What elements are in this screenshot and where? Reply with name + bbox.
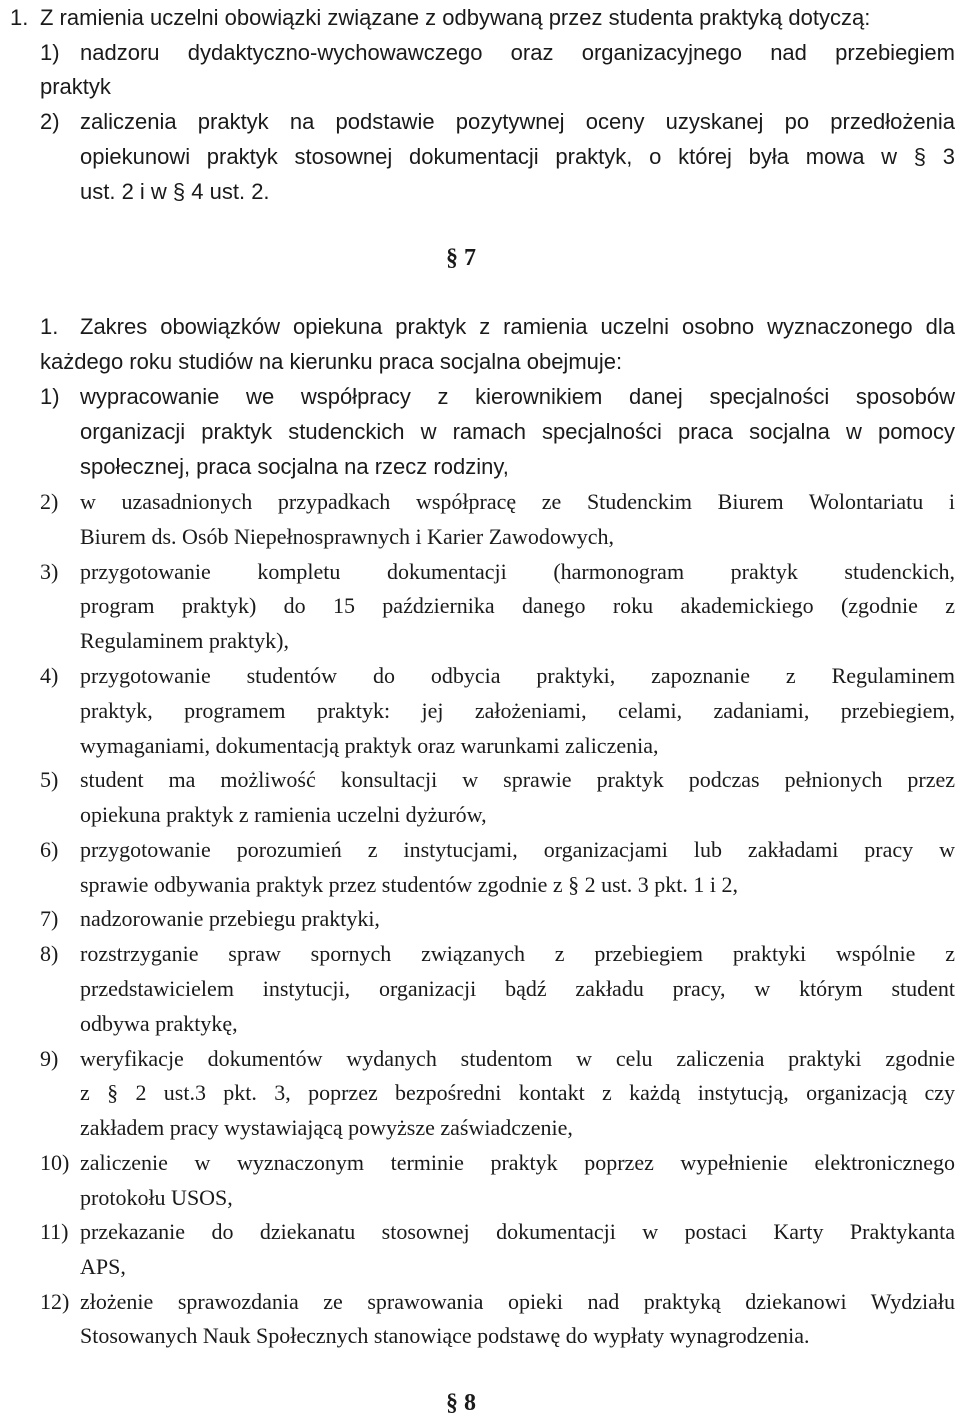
point-number: 10) — [40, 1150, 70, 1175]
point-line: wypracowanie we współpracy z kierownikiem danej specjalności sposobów — [80, 384, 955, 409]
point-line: przygotowanie studentów do odbycia praktyki, zapoznanie z Regulaminem — [80, 663, 955, 688]
point-number: 11) — [40, 1219, 69, 1244]
section-7-item-number: 1. — [40, 314, 59, 339]
point-line: Stosowanych Nauk Społecznych stanowiące podstawę do wypłaty wynagrodzenia. — [80, 1323, 810, 1348]
point-line: opiekuna praktyk z ramienia uczelni dyżurów, — [80, 802, 487, 827]
point-line: organizacji praktyk studenckich w ramach specjalności praca socjalna w pomocy — [80, 419, 955, 444]
point-line: społecznej, praca socjalna na rzecz rodziny, — [80, 454, 509, 479]
point-line: w uzasadnionych przypadkach współpracę ze Studenckim Biurem Wolontariatu i — [80, 489, 955, 514]
intro-item-number: 1. — [10, 5, 29, 30]
point-number: 12) — [40, 1289, 70, 1314]
section-8-heading: § 8 — [446, 1390, 476, 1416]
point-line: student ma możliwość konsultacji w sprawie praktyk podczas pełnionych przez — [80, 767, 955, 792]
point-number: 5) — [40, 767, 59, 792]
section-7-heading: § 7 — [446, 245, 476, 271]
section-7-intro-line: Zakres obowiązków opiekuna praktyk z ramienia uczelni osobno wyznaczonego dla — [80, 314, 955, 339]
intro-subitem-number: 1) — [40, 40, 60, 65]
point-line: nadzorowanie przebiegu praktyki, — [80, 906, 380, 931]
point-line: rozstrzyganie spraw spornych związanych z przebiegiem praktyki wspólnie z — [80, 941, 955, 966]
intro-subitem-line: zaliczenia praktyk na podstawie pozytywnej oceny uzyskanej po przedłożenia — [80, 109, 955, 134]
intro-text: Z ramienia uczelni obowiązki związane z odbywaną przez studenta praktyką dotyczą: — [40, 5, 871, 30]
point-line: wymaganiami, dokumentacją praktyk oraz warunkami zaliczenia, — [80, 733, 659, 758]
point-number: 3) — [40, 559, 59, 584]
point-line: praktyk, programem praktyk: jej założeniami, celami, zadaniami, przebiegiem, — [80, 698, 955, 723]
section-7-intro-line: każdego roku studiów na kierunku praca socjalna obejmuje: — [40, 349, 623, 374]
point-line: APS, — [80, 1254, 126, 1279]
point-line: z § 2 ust.3 pkt. 3, poprzez bezpośredni kontakt z każdą instytucją, organizacją czy — [80, 1080, 955, 1105]
point-number: 1) — [40, 384, 60, 409]
point-line: zaliczenie w wyznaczonym terminie praktyk poprzez wypełnienie elektronicznego — [80, 1150, 955, 1175]
point-number: 4) — [40, 663, 59, 688]
point-line: odbywa praktykę, — [80, 1011, 238, 1036]
intro-subitem-line: ust. 2 i w § 4 ust. 2. — [80, 179, 270, 204]
point-number: 8) — [40, 941, 59, 966]
point-number: 9) — [40, 1046, 59, 1071]
point-line: protokołu USOS, — [80, 1185, 233, 1210]
intro-subitem-line: nadzoru dydaktyczno-wychowawczego oraz organizacyjnego nad przebiegiem — [80, 40, 955, 65]
intro-subitem-line: praktyk — [40, 74, 111, 99]
point-line: sprawie odbywania praktyk przez studentów zgodnie z § 2 ust. 3 pkt. 1 i 2, — [80, 872, 739, 897]
point-line: Biurem ds. Osób Niepełnosprawnych i Karier Zawodowych, — [80, 524, 614, 549]
point-line: program praktyk) do 15 października danego roku akademickiego (zgodnie z — [80, 593, 955, 618]
point-line: zakładem pracy wystawiającą powyższe zaświadczenie, — [80, 1115, 573, 1140]
point-number: 6) — [40, 837, 59, 862]
intro-subitem-line: opiekunowi praktyk stosownej dokumentacji praktyk, o której była mowa w § 3 — [80, 144, 955, 169]
point-number: 2) — [40, 489, 59, 514]
point-line: przedstawicielem instytucji, organizacji bądź zakładu pracy, w którym student — [80, 976, 955, 1001]
point-line: złożenie sprawozdania ze sprawowania opieki nad praktyką dziekanowi Wydziału — [80, 1289, 955, 1314]
point-number: 7) — [40, 906, 59, 931]
point-line: przygotowanie kompletu dokumentacji (harmonogram praktyk studenckich, — [80, 559, 955, 584]
point-line: Regulaminem praktyk), — [80, 628, 289, 653]
point-line: przekazanie do dziekanatu stosownej dokumentacji w postaci Karty Praktykanta — [80, 1219, 955, 1244]
point-line: weryfikacje dokumentów wydanych studentom w celu zaliczenia praktyki zgodnie — [80, 1046, 955, 1071]
intro-subitem-number: 2) — [40, 109, 60, 134]
point-line: przygotowanie porozumień z instytucjami, organizacjami lub zakładami pracy w — [80, 837, 955, 862]
